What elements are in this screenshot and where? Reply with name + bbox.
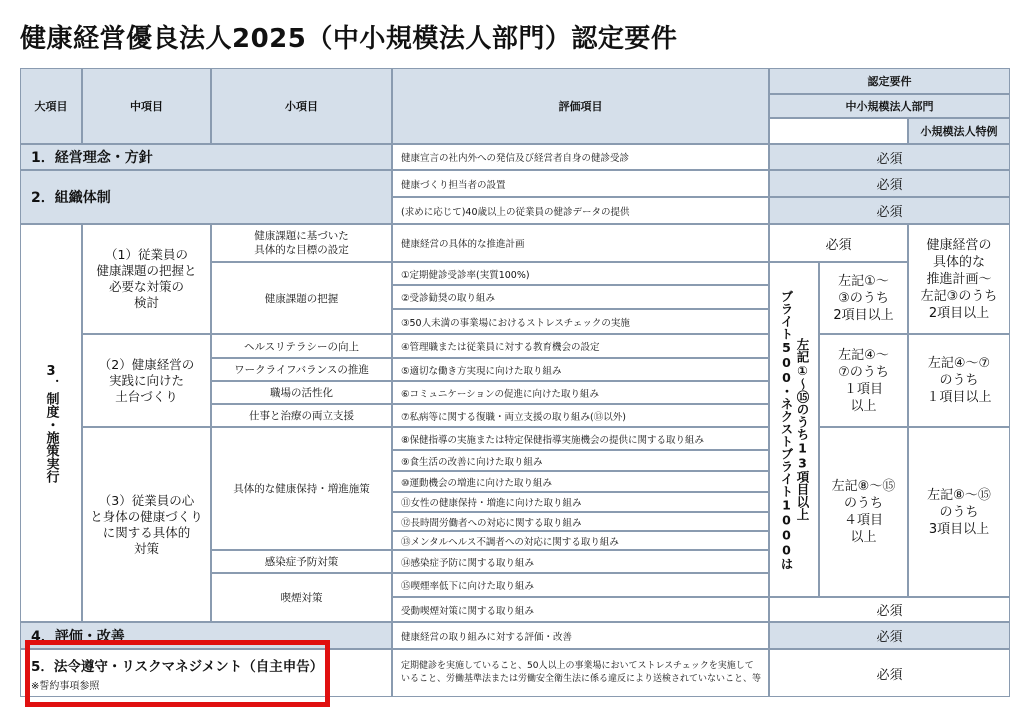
- eval-item-10: [392, 471, 769, 492]
- sub-item-6-text: 仕事と治療の両立支援: [249, 410, 354, 422]
- sub-item-5: [211, 381, 392, 404]
- req-group-3-text: 左記⑧～⑮ のうち ４項目 以上: [831, 479, 896, 545]
- eval-item-13: [392, 531, 769, 550]
- eval-item-13-text: ⑬メンタルヘルス不調者への対応に関する取り組み: [401, 536, 619, 548]
- req-passive-smoking-text: 必須: [876, 604, 903, 619]
- sub-item-8: [211, 550, 392, 573]
- sub-item-3: [211, 334, 392, 358]
- section-1-item-text: 健康宣言の社内外への発信及び経営者自身の健診受診: [401, 153, 630, 164]
- eval-item-3-text: ③50人未満の事業場におけるストレスチェックの実施: [401, 317, 630, 329]
- eval-item-2-text: ②受診勧奨の取り組み: [401, 293, 496, 304]
- req-group-3-small: [908, 427, 1010, 597]
- sub-item-3-text: ヘルスリテラシーの向上: [244, 340, 359, 353]
- section-2-item-1: [392, 170, 769, 197]
- section-1-label: [20, 144, 392, 170]
- sub-item-9: [211, 573, 392, 622]
- req-group-1: [819, 262, 908, 334]
- section-2-item-2-text: (求めに応じて)40歳以上の従業員の健診データの提供: [401, 206, 630, 218]
- page-title: 健康経営優良法人2025（中小規模法人部門）認定要件: [20, 24, 678, 54]
- eval-item-6: [392, 381, 769, 404]
- eval-item-11-text: ⑪女性の健康保持・増進に向けた取り組み: [401, 498, 582, 509]
- req-plan-small: [908, 224, 1010, 334]
- req-group-2: [819, 334, 908, 427]
- sub-item-7-text: 具体的な健康保持・増進施策: [233, 483, 370, 495]
- eval-item-16-text: 受動喫煙対策に関する取り組み: [401, 605, 535, 617]
- sub-item-2-text: 健康課題の把握: [264, 292, 339, 305]
- eval-item-15-text: ⑮喫煙率低下に向けた取り組み: [401, 581, 535, 592]
- req-group-2-text: 左記④～ ⑦のうち １項目 以上: [838, 347, 889, 414]
- section-2-text: 2．組織体制: [31, 190, 111, 206]
- section-5-item: [392, 649, 769, 697]
- bright-requirement-line-2: 左記①～⑮のうち13項目以上: [795, 338, 810, 521]
- mid-item-3: [82, 427, 211, 622]
- eval-item-14-text: ⑭感染症予防に関する取り組み: [401, 557, 535, 569]
- eval-item-1-text: ①定期健診受診率(実質100%): [401, 269, 530, 281]
- section-1-item: [392, 144, 769, 170]
- eval-item-5-text: ⑤適切な働き方実現に向けた取り組み: [401, 365, 562, 377]
- section-1-text: 1．経営理念・方針: [31, 150, 153, 166]
- sub-item-5-text: 職場の活性化: [270, 387, 333, 399]
- section-2-req-2-text: 必須: [876, 205, 903, 220]
- eval-item-14: [392, 550, 769, 573]
- section-5-req-text: 必須: [876, 667, 903, 683]
- section-4-item: [392, 622, 769, 649]
- section-1-req-text: 必須: [876, 151, 903, 167]
- eval-item-4-text: ④管理職または従業員に対する教育機会の設定: [401, 342, 600, 353]
- eval-item-15: [392, 573, 769, 597]
- req-plan-small-text: 健康経営の 具体的な 推進計画～ 左記③のうち 2項目以上: [920, 237, 998, 321]
- section-4-req-text: 必須: [876, 630, 903, 645]
- section-1-req: [769, 144, 1010, 170]
- eval-item-6-text: ⑥コミュニケーションの促進に向けた取り組み: [401, 388, 599, 400]
- eval-item-12-text: ⑫長時間労働者への対応に関する取り組み: [401, 517, 582, 529]
- section-3-label: [20, 224, 82, 622]
- req-group-3-small-text: 左記⑧～⑮ のうち 3項目以上: [927, 487, 991, 537]
- section-4-req: [769, 622, 1010, 649]
- section-4-item-text: 健康経営の取り組みに対する評価・改善: [401, 631, 573, 643]
- section-2-item-2: [392, 197, 769, 224]
- eval-item-12: [392, 512, 769, 531]
- section-5-req: [769, 649, 1010, 697]
- section-2-req-1: [769, 170, 1010, 197]
- bright-requirement: [769, 262, 819, 597]
- req-group-3: [819, 427, 908, 597]
- eval-item-1: [392, 262, 769, 285]
- eval-item-5: [392, 358, 769, 381]
- sub-item-1: [211, 224, 392, 262]
- eval-item-3: [392, 309, 769, 334]
- eval-item-0-text: 健康経営の具体的な推進計画: [401, 239, 525, 250]
- eval-item-9: [392, 450, 769, 471]
- section-2-label: [20, 170, 392, 224]
- eval-item-8-text: ⑧保健指導の実施または特定保健指導実施機会の提供に関する取り組み: [401, 434, 705, 446]
- header-daikomoku-label: 大項目: [34, 100, 68, 113]
- section-5-text: 5．法令遵守・リスクマネジメント（自主申告）: [31, 658, 324, 675]
- sub-item-1-text: 健康課題に基づいた 具体的な目標の設定: [254, 230, 349, 256]
- section-4-text: 4．評価・改善: [31, 628, 125, 645]
- header-chukomoku-label: 中項目: [130, 100, 163, 113]
- header-chusho-spacer: [769, 118, 908, 144]
- section-2-req-2: [769, 197, 1010, 224]
- sub-item-4-text: ワークライフバランスの推進: [234, 364, 369, 376]
- sub-item-6: [211, 404, 392, 427]
- req-passive-smoking: [769, 597, 1010, 622]
- header-chusho: [769, 94, 1010, 118]
- eval-item-16: [392, 597, 769, 622]
- header-chusho-label: 中小規模法人部門: [845, 100, 934, 113]
- section-5-item-text: 定期健診を実施していること、50人以上の事業場においてストレスチェックを実施していること、労働基準法または労働安全衛生法に係る違反により送検されていないこと、等: [401, 661, 762, 684]
- header-nintei-label: 認定要件: [867, 75, 912, 88]
- eval-item-9-text: ⑨食生活の改善に向けた取り組み: [401, 456, 543, 468]
- eval-item-7: [392, 404, 769, 427]
- mid-item-2: [82, 334, 211, 427]
- sub-item-8-text: 感染症予防対策: [264, 556, 339, 568]
- eval-item-0: [392, 224, 769, 262]
- req-group-1-text: 左記①～ ③のうち 2項目以上: [833, 273, 894, 323]
- sub-item-7: [211, 427, 392, 550]
- header-chukomoku: [82, 68, 211, 144]
- req-plan: [769, 224, 908, 262]
- req-group-2-small-text: 左記④～⑦ のうち １項目以上: [926, 356, 992, 405]
- section-3-text: 3．制度・施策実行: [43, 363, 59, 483]
- section-2-item-1-text: 健康づくり担当者の設置: [401, 179, 506, 191]
- header-shokibo-label: 小規模法人特例: [920, 125, 998, 138]
- header-hyoka: [392, 68, 769, 144]
- header-daikomoku: [20, 68, 82, 144]
- header-nintei: [769, 68, 1010, 94]
- header-hyoka-label: 評価項目: [558, 100, 603, 113]
- header-shokibo: [908, 118, 1010, 144]
- eval-item-10-text: ⑩運動機会の増進に向けた取り組み: [401, 477, 553, 489]
- sub-item-4: [211, 358, 392, 381]
- eval-item-8: [392, 427, 769, 450]
- bright-requirement-line-1: ブライト500・ネクストブライト1000は: [779, 289, 794, 570]
- eval-item-11: [392, 492, 769, 512]
- section-5-note: ※誓約事項参照: [31, 680, 100, 692]
- mid-item-1-text: （1）従業員の 健康課題の把握と 必要な対策の 検討: [96, 247, 197, 310]
- sub-item-9-text: 喫煙対策: [280, 592, 323, 604]
- sub-item-2: [211, 262, 392, 334]
- eval-item-2: [392, 285, 769, 309]
- eval-item-4: [392, 334, 769, 358]
- req-plan-text: 必須: [825, 237, 852, 253]
- highlight-box: [25, 640, 330, 707]
- header-shokomoku-label: 小項目: [285, 100, 318, 113]
- mid-item-1: [82, 224, 211, 334]
- req-group-2-small: [908, 334, 1010, 427]
- section-2-req-1-text: 必須: [876, 178, 903, 193]
- eval-item-7-text: ⑦私病等に関する復職・両立支援の取り組み(⑬以外): [401, 411, 626, 423]
- header-shokomoku: [211, 68, 392, 144]
- mid-item-3-text: （3）従業員の心 と身体の健康づくり に関する具体的 対策: [90, 492, 203, 556]
- mid-item-2-text: （2）健康経営の 実践に向けた 土台づくり: [98, 356, 195, 404]
